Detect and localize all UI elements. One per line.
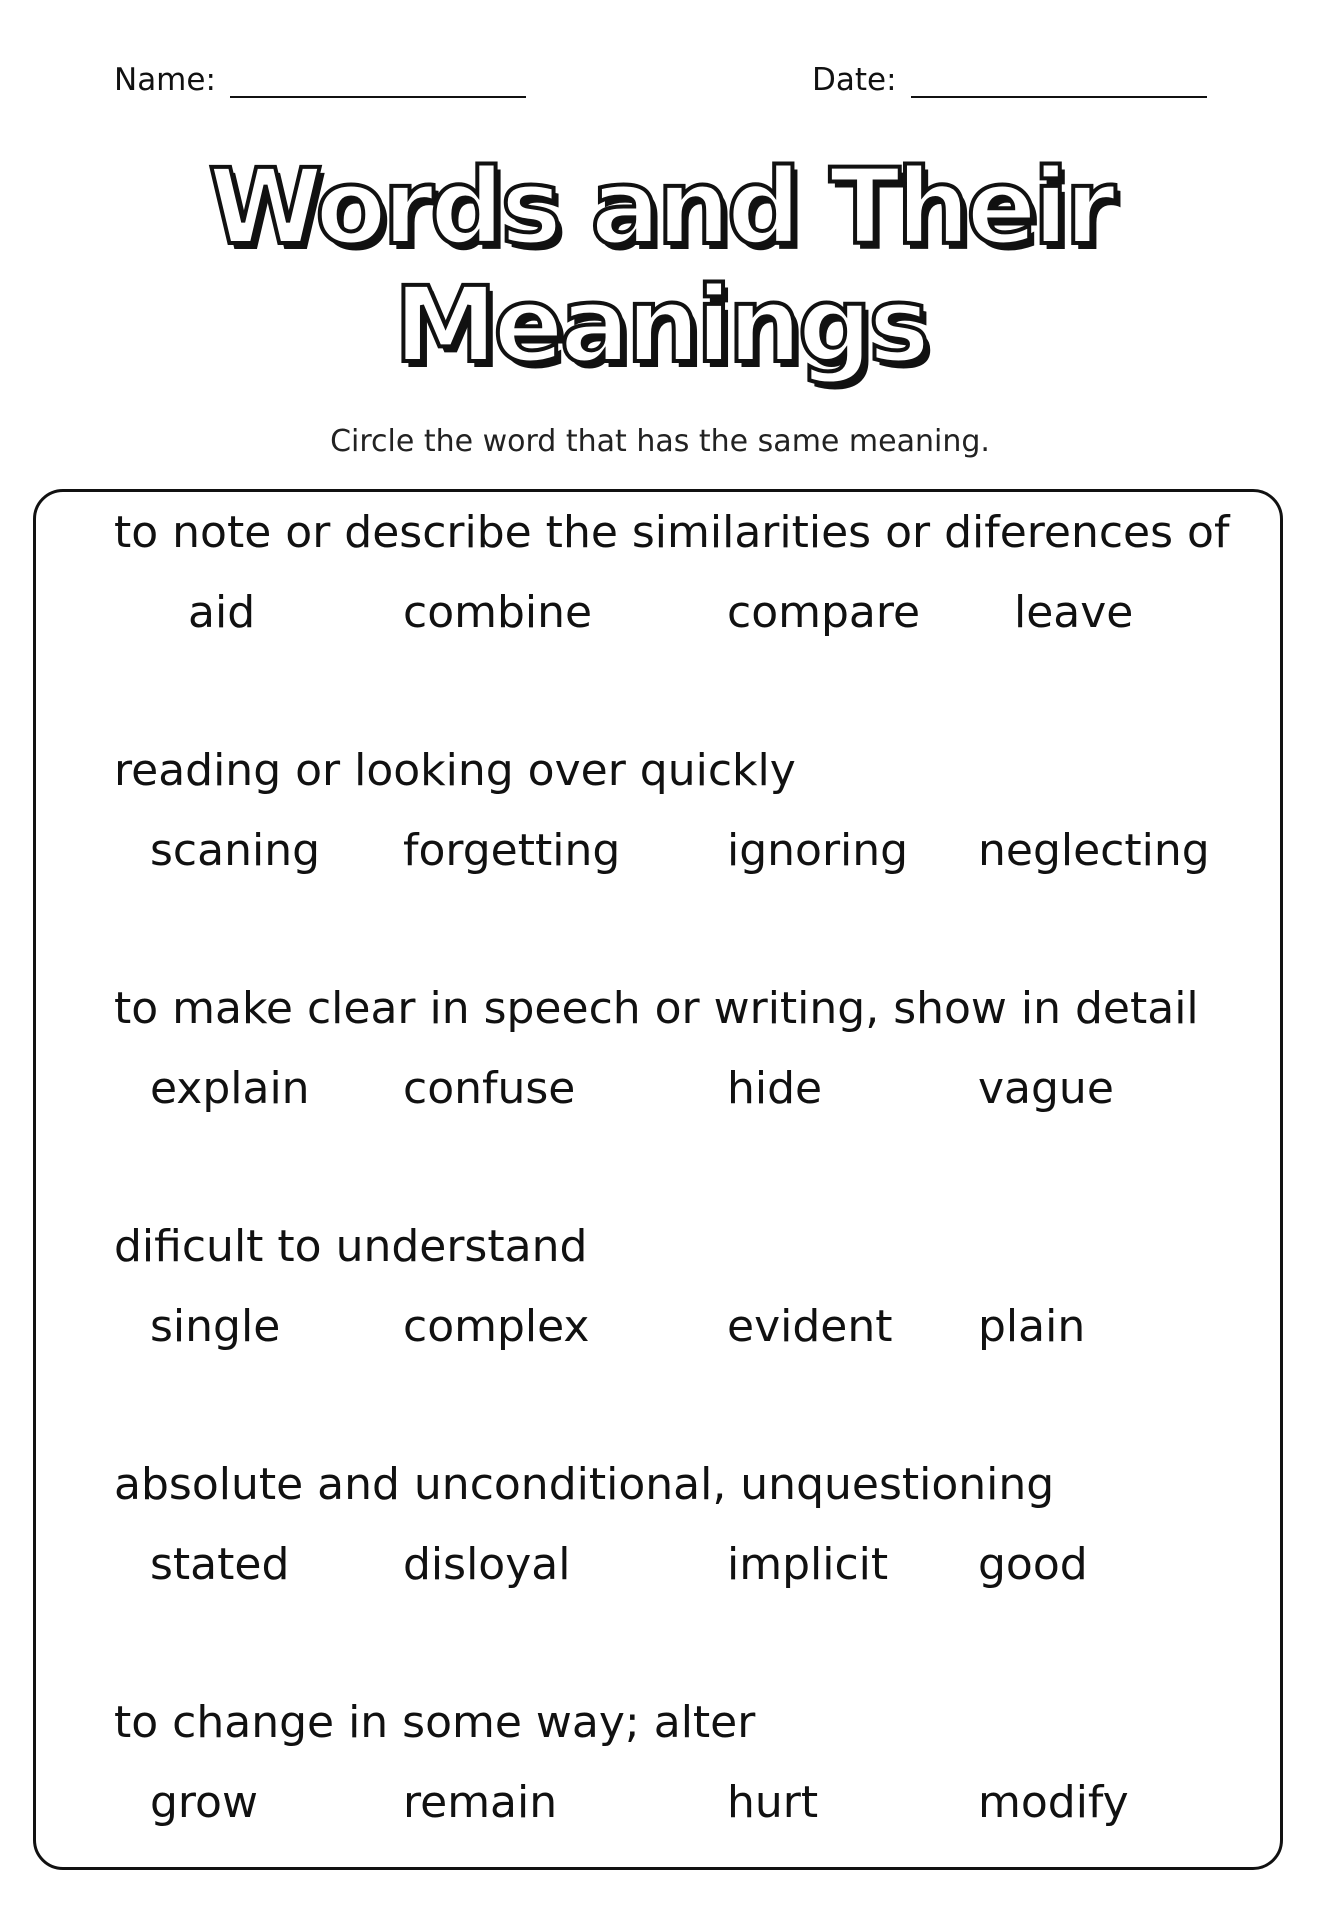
date-field[interactable]	[812, 62, 1207, 98]
question-prompt: to change in some way; alter	[114, 1697, 756, 1748]
answer-option[interactable]: neglecting	[978, 825, 1210, 876]
name-label: Name:	[114, 62, 216, 98]
answer-option[interactable]: modify	[978, 1777, 1129, 1828]
answer-option[interactable]: leave	[1014, 587, 1134, 638]
answer-option[interactable]: evident	[727, 1301, 893, 1352]
title-line-1: Words and Their	[208, 146, 1112, 268]
answer-option[interactable]: vague	[978, 1063, 1114, 1114]
worksheet-title	[0, 148, 1320, 384]
answer-option[interactable]: stated	[150, 1539, 290, 1590]
name-field[interactable]	[114, 62, 526, 98]
answer-option[interactable]: hurt	[727, 1777, 819, 1828]
question-4	[114, 1219, 1234, 1379]
question-prompt: dificult to understand	[114, 1221, 588, 1272]
answer-option[interactable]: aid	[188, 587, 256, 638]
answer-option[interactable]: grow	[150, 1777, 258, 1828]
answer-option[interactable]: hide	[727, 1063, 823, 1114]
answer-option[interactable]: confuse	[403, 1063, 576, 1114]
answer-option[interactable]: forgetting	[403, 825, 621, 876]
question-6	[114, 1695, 1234, 1855]
question-2	[114, 743, 1234, 903]
date-blank-line[interactable]	[911, 66, 1207, 98]
answer-option[interactable]: single	[150, 1301, 281, 1352]
answer-option[interactable]: combine	[403, 587, 593, 638]
question-prompt: reading or looking over quickly	[114, 745, 796, 796]
question-box	[33, 489, 1283, 1870]
answer-option[interactable]: compare	[727, 587, 921, 638]
instructions: Circle the word that has the same meaning.	[330, 424, 990, 459]
question-prompt: to note or describe the similarities or diferences of	[114, 507, 1230, 558]
name-blank-line[interactable]	[230, 66, 526, 98]
answer-option[interactable]: remain	[403, 1777, 558, 1828]
question-1	[114, 505, 1234, 665]
question-prompt: absolute and unconditional, unquestioning	[114, 1459, 1055, 1510]
answer-option[interactable]: plain	[978, 1301, 1086, 1352]
answer-option[interactable]: ignoring	[727, 825, 909, 876]
question-5	[114, 1457, 1234, 1617]
answer-option[interactable]: explain	[150, 1063, 310, 1114]
answer-option[interactable]: good	[978, 1539, 1088, 1590]
answer-option[interactable]: implicit	[727, 1539, 889, 1590]
title-line-2: Meanings	[393, 264, 927, 386]
answer-option[interactable]: scaning	[150, 825, 321, 876]
answer-option[interactable]: complex	[403, 1301, 590, 1352]
question-3	[114, 981, 1234, 1141]
question-prompt: to make clear in speech or writing, show in detail	[114, 983, 1199, 1034]
date-label: Date:	[812, 62, 897, 98]
answer-option[interactable]: disloyal	[403, 1539, 571, 1590]
